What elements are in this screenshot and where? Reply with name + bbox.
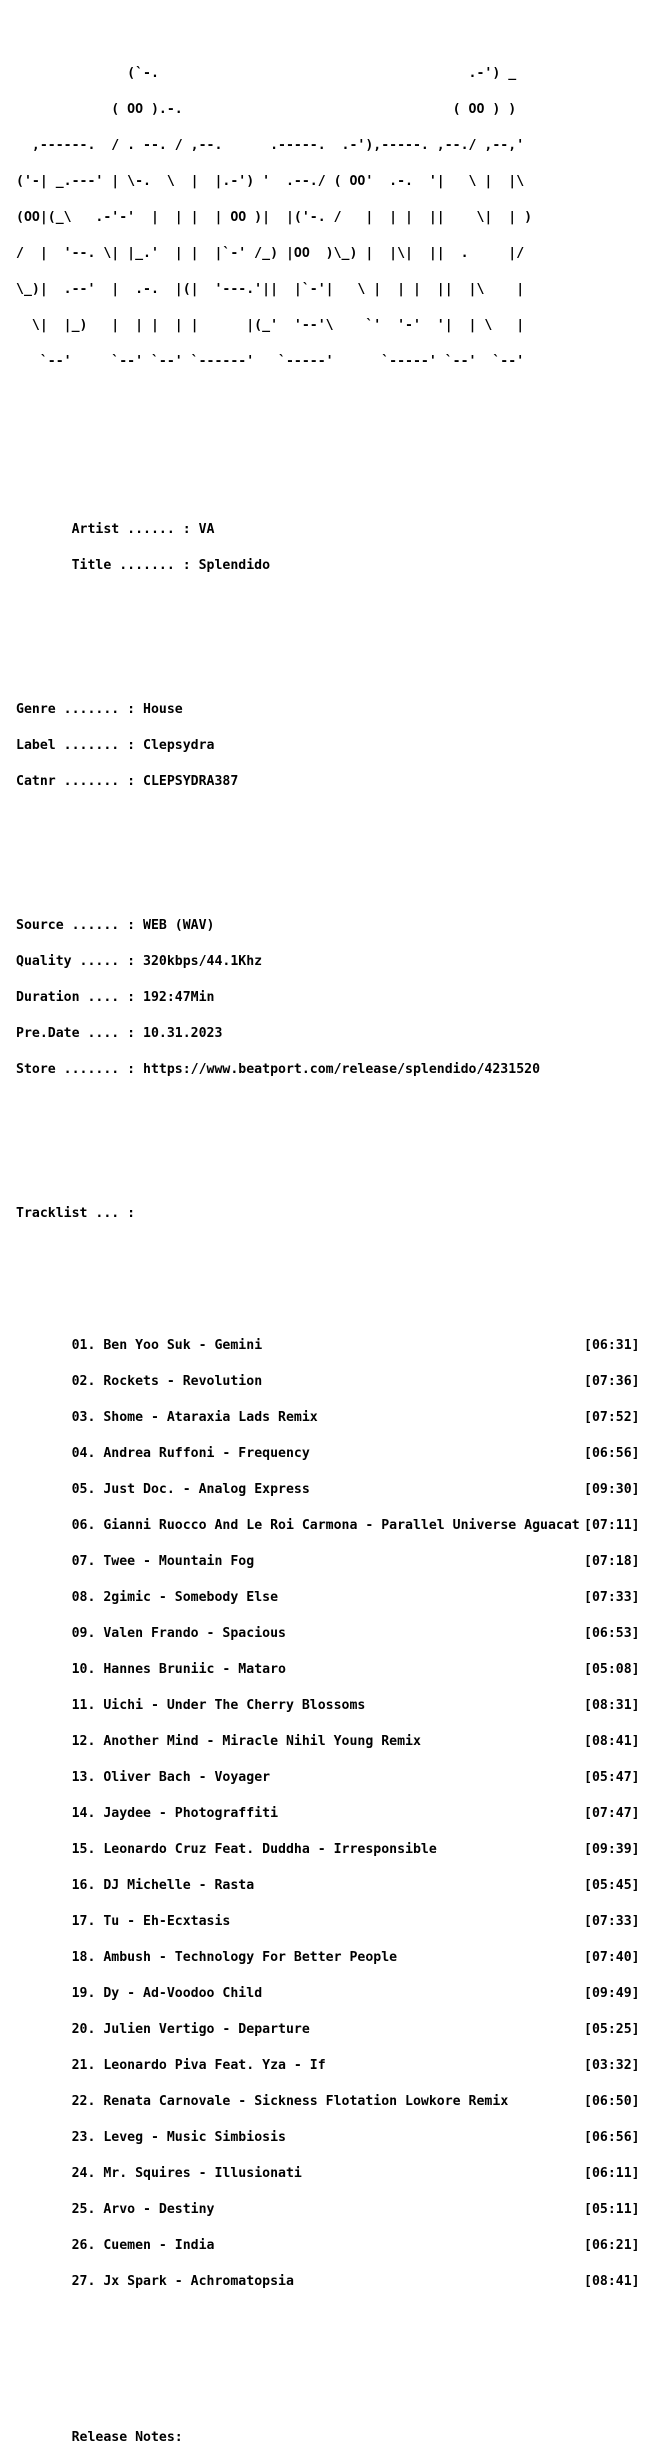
label-line: Label ....... : Clepsydra <box>16 738 215 753</box>
track-row <box>16 1772 648 1784</box>
track-row <box>16 1376 648 1388</box>
track-title <box>16 1734 421 1749</box>
track-title-text: 18. Ambush - Technology For Better People <box>71 1950 398 1965</box>
track-row <box>16 1628 648 1640</box>
track-title <box>16 1590 278 1605</box>
track-duration: [06:56] <box>584 1446 640 1461</box>
track-title-text: 06. Gianni Ruocco And Le Roi Carmona - Parallel Universe Aguacat <box>71 1518 580 1533</box>
track-duration: [07:18] <box>584 1554 640 1569</box>
track-duration: [07:11] <box>584 1518 640 1533</box>
track-title-text: 08. 2gimic - Somebody Else <box>71 1590 279 1605</box>
track-title <box>16 1770 270 1785</box>
track-title-text: 03. Shome - Ataraxia Lads Remix <box>71 1410 318 1425</box>
track-row <box>16 1700 648 1712</box>
predate-line: Pre.Date .... : 10.31.2023 <box>16 1026 223 1041</box>
track-row <box>16 2096 648 2108</box>
track-title <box>16 2058 326 2073</box>
track-title <box>16 1986 262 2001</box>
track-title-text: 11. Uichi - Under The Cherry Blossoms <box>71 1698 366 1713</box>
track-row <box>16 1988 648 2000</box>
track-title-text: 10. Hannes Bruniic - Mataro <box>71 1662 286 1677</box>
track-row <box>16 1916 648 1928</box>
spacer <box>16 848 648 860</box>
artist-line: Artist ...... : VA <box>16 522 215 537</box>
source-line: Source ...... : WEB (WAV) <box>16 918 215 933</box>
track-title-text: 14. Jaydee - Photograffiti <box>71 1806 279 1821</box>
track-row <box>16 2024 648 2036</box>
track-title <box>16 2202 215 2217</box>
track-title-text: 12. Another Mind - Miracle Nihil Young Remix <box>71 1734 421 1749</box>
track-title <box>16 2022 310 2037</box>
ascii-logo-line: ('-| _.---' | \-. \ | |.-') ' .--./ ( OO' .-. '| \ | |\ <box>16 174 525 189</box>
track-title <box>16 1338 262 1353</box>
release-header <box>16 500 648 596</box>
track-duration: [05:25] <box>584 2022 640 2037</box>
track-title <box>16 1950 397 1965</box>
track-title-text: 21. Leonardo Piva Feat. Yza - If <box>71 2058 326 2073</box>
track-row <box>16 1592 648 1604</box>
track-row <box>16 1340 648 1352</box>
track-title-text: 05. Just Doc. - Analog Express <box>71 1482 310 1497</box>
track-title-text: 25. Arvo - Destiny <box>71 2202 215 2217</box>
track-duration: [07:47] <box>584 1806 640 1821</box>
track-row <box>16 1520 648 1532</box>
release-source <box>16 896 648 1100</box>
tracklist <box>16 1316 648 2312</box>
ascii-logo-line: (OO|(_\ .-'-' | | | | OO )| |('-. / | | | || \| | ) <box>16 210 533 225</box>
release-notes-heading: Release Notes: <box>16 2430 183 2445</box>
track-duration: [05:45] <box>584 1878 640 1893</box>
track-row <box>16 2060 648 2072</box>
track-row <box>16 1952 648 1964</box>
ascii-logo <box>16 44 648 392</box>
track-row <box>16 1808 648 1820</box>
track-row <box>16 1448 648 1460</box>
track-duration: [07:52] <box>584 1410 640 1425</box>
track-row <box>16 1736 648 1748</box>
track-title <box>16 2130 286 2145</box>
title-line: Title ....... : Splendido <box>16 558 271 573</box>
track-duration: [07:33] <box>584 1590 640 1605</box>
track-title <box>16 2238 215 2253</box>
track-duration: [06:53] <box>584 1626 640 1641</box>
track-title <box>16 1806 278 1821</box>
track-duration: [06:56] <box>584 2130 640 2145</box>
track-row <box>16 1664 648 1676</box>
track-duration: [03:32] <box>584 2058 640 2073</box>
track-duration: [05:08] <box>584 1662 640 1677</box>
track-title-text: 02. Rockets - Revolution <box>71 1374 263 1389</box>
track-title-text: 13. Oliver Bach - Voyager <box>71 1770 271 1785</box>
duration-line: Duration .... : 192:47Min <box>16 990 215 1005</box>
ascii-logo-line: \| |_) | | | | | |(_' '--'\ `' '-' '| | \ | <box>16 318 525 333</box>
track-title <box>16 1914 230 1929</box>
spacer <box>16 2348 648 2396</box>
track-duration: [09:30] <box>584 1482 640 1497</box>
track-row <box>16 2132 648 2144</box>
track-title-text: 23. Leveg - Music Simbiosis <box>71 2130 286 2145</box>
track-row <box>16 1412 648 1424</box>
track-row <box>16 1556 648 1568</box>
track-duration: [09:39] <box>584 1842 640 1857</box>
tracklist-heading: Tracklist ... : <box>16 1206 136 1221</box>
track-title <box>16 1410 318 1425</box>
track-duration: [08:41] <box>584 1734 640 1749</box>
ascii-logo-line: `--' `--' `--' `------' `-----' `-----' `--' `--' <box>16 354 525 369</box>
track-title <box>16 1662 286 1677</box>
ascii-logo-line: / | '--. \| |_.' | | |`-' /_) |OO )\_) | |\| || . |/ <box>16 246 525 261</box>
track-title <box>16 2274 294 2289</box>
track-row <box>16 1844 648 1856</box>
ascii-logo-line: \_)| .--' | .-. |(| '---.'|| |`-'| \ | | | || |\ | <box>16 282 525 297</box>
track-row <box>16 2240 648 2252</box>
track-title <box>16 2094 508 2109</box>
track-duration: [09:49] <box>584 1986 640 2001</box>
spacer <box>16 632 648 644</box>
track-title-text: 24. Mr. Squires - Illusionati <box>71 2166 302 2181</box>
track-title-text: 26. Cuemen - India <box>71 2238 215 2253</box>
track-title-text: 07. Twee - Mountain Fog <box>71 1554 255 1569</box>
track-title-text: 19. Dy - Ad-Voodoo Child <box>71 1986 263 2001</box>
release-meta <box>16 680 648 812</box>
track-duration: [05:47] <box>584 1770 640 1785</box>
quality-line: Quality ..... : 320kbps/44.1Khz <box>16 954 263 969</box>
track-duration: [07:40] <box>584 1950 640 1965</box>
track-row <box>16 2168 648 2180</box>
track-duration: [06:11] <box>584 2166 640 2181</box>
track-title <box>16 2166 302 2181</box>
track-duration: [08:41] <box>584 2274 640 2289</box>
track-title-text: 22. Renata Carnovale - Sickness Flotation Lowkore Remix <box>71 2094 509 2109</box>
track-title-text: 20. Julien Vertigo - Departure <box>71 2022 310 2037</box>
track-duration: [07:36] <box>584 1374 640 1389</box>
track-duration: [06:50] <box>584 2094 640 2109</box>
track-title-text: 15. Leonardo Cruz Feat. Duddha - Irresponsible <box>71 1842 437 1857</box>
track-title-text: 01. Ben Yoo Suk - Gemini <box>71 1338 263 1353</box>
track-duration: [08:31] <box>584 1698 640 1713</box>
track-duration: [06:21] <box>584 2238 640 2253</box>
ascii-logo-line: (`-. .-') _ <box>16 66 517 81</box>
track-title-text: 17. Tu - Eh-Ecxtasis <box>71 1914 231 1929</box>
track-title <box>16 1554 254 1569</box>
track-title-text: 27. Jx Spark - Achromatopsia <box>71 2274 294 2289</box>
track-title <box>16 1374 262 1389</box>
track-title-text: 09. Valen Frando - Spacious <box>71 1626 286 1641</box>
track-title-text: 04. Andrea Ruffoni - Frequency <box>71 1446 310 1461</box>
track-title <box>16 1626 286 1641</box>
ascii-logo-line: ,------. / . --. / ,--. .-----. .-'),-----. ,--./ ,--,' <box>16 138 525 153</box>
track-title <box>16 1842 437 1857</box>
spacer <box>16 1256 648 1280</box>
track-title <box>16 1482 310 1497</box>
catnr-line: Catnr ....... : CLEPSYDRA387 <box>16 774 239 789</box>
track-row <box>16 2276 648 2288</box>
store-line: Store ....... : https://www.beatport.com/release/splendido/4231520 <box>16 1062 541 1077</box>
track-duration: [05:11] <box>584 2202 640 2217</box>
track-row <box>16 1484 648 1496</box>
track-row <box>16 1880 648 1892</box>
track-row <box>16 2204 648 2216</box>
spacer <box>16 1136 648 1172</box>
ascii-logo-line: ( OO ).-. ( OO ) ) <box>16 102 517 117</box>
track-title <box>16 1518 580 1533</box>
track-duration: [07:33] <box>584 1914 640 1929</box>
spacer <box>16 428 648 464</box>
track-title-text: 16. DJ Michelle - Rasta <box>71 1878 255 1893</box>
genre-line: Genre ....... : House <box>16 702 183 717</box>
track-title <box>16 1878 254 1893</box>
track-title <box>16 1446 310 1461</box>
track-title <box>16 1698 365 1713</box>
track-duration: [06:31] <box>584 1338 640 1353</box>
